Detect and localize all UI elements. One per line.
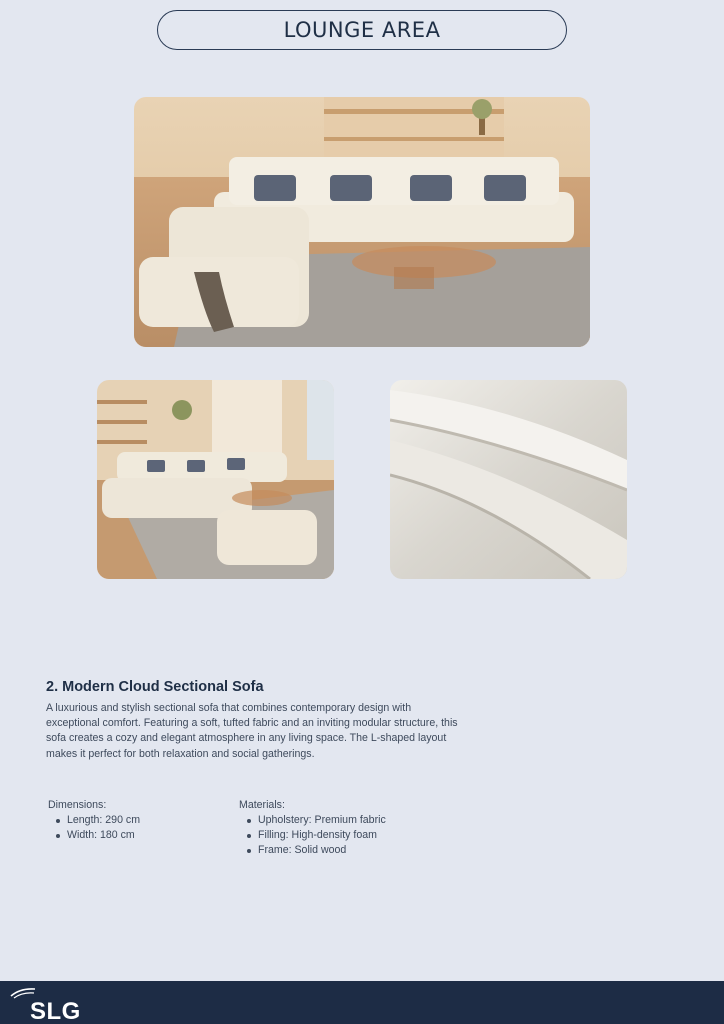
dimensions-heading: Dimensions: xyxy=(48,799,107,811)
list-item: Frame: Solid wood xyxy=(239,843,386,858)
list-item: Length: 290 cm xyxy=(48,813,140,828)
list-item: Filling: High-density foam xyxy=(239,828,386,843)
hero-sofa-image xyxy=(134,97,590,347)
room-sofa-image xyxy=(97,380,334,579)
materials-heading: Materials: xyxy=(239,799,285,811)
product-description: A luxurious and stylish sectional sofa that combines contemporary design with exceptional comfort. Featuring a soft, tufted fabric and an inviting modular structure, this sofa creates a cozy and elegant atmosphere in any living space. The L-shaped layout makes it perfect for both relaxation and social gatherings. xyxy=(46,702,458,760)
materials-section xyxy=(239,798,386,858)
fabric-closeup-image xyxy=(390,380,627,579)
footer-bar xyxy=(0,981,724,1024)
materials-list xyxy=(239,813,386,858)
dimensions-section xyxy=(48,798,140,843)
slg-logo xyxy=(10,984,81,1024)
page-title: LOUNGE AREA xyxy=(157,10,567,50)
logo-text: SLG xyxy=(30,998,81,1024)
list-item: Width: 180 cm xyxy=(48,828,140,843)
product-title: 2. Modern Cloud Sectional Sofa xyxy=(46,679,264,695)
list-item: Upholstery: Premium fabric xyxy=(239,813,386,828)
dimensions-list xyxy=(48,813,140,843)
